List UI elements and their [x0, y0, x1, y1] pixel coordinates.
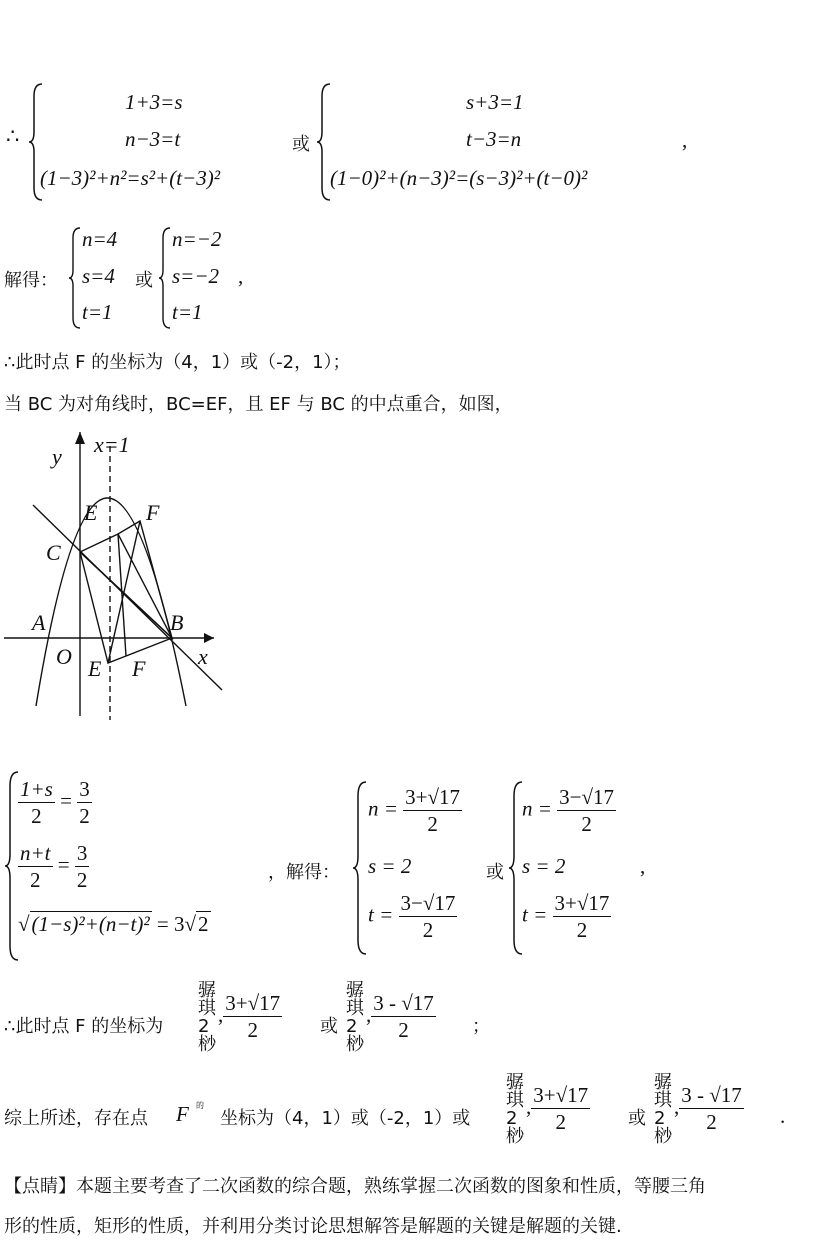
comma-3: ,: [640, 854, 646, 878]
label-x: x: [198, 644, 208, 669]
sol2-left-brace: [352, 780, 368, 956]
sol2-right-s: s = 2: [522, 854, 566, 878]
summary-mid: 坐标为（4，1）或（-2，1）或: [220, 1108, 471, 1129]
sys1-right-eq3: (1−0)²+(n−3)²=(s−3)²+(t−0)²: [330, 166, 588, 190]
sys1-left-eq2: n−3=t: [125, 127, 181, 151]
sol1-n2: n=−2: [172, 227, 222, 251]
sol2-left-s: s = 2: [368, 854, 412, 878]
summary-F: F: [176, 1102, 189, 1126]
garbled-glyphs-1: 骣 琪 2 桫: [198, 980, 216, 1055]
comment-line-1: [4, 1172, 706, 1198]
coord-3: , $\frac{3+√17}{2}$: [526, 1083, 589, 1134]
period-1: .: [780, 1104, 786, 1128]
or-4: 或: [320, 1016, 338, 1037]
solve-label-2: ，解得：: [268, 862, 340, 883]
label-B: B: [170, 610, 184, 635]
sol1-s2: s=−2: [172, 264, 220, 288]
y-axis-arrow: [75, 432, 85, 444]
sol2-left-n: n = $\frac{3+√17}{2}$: [368, 785, 461, 836]
sys2-eq2: $\frac{n+t}{2}$ = $\frac{3}{2}$: [20, 841, 88, 892]
label-A: A: [32, 610, 46, 635]
comment-tag: 【点睛】: [4, 1176, 76, 1197]
coord-2: , $\frac{3 - √17}{2}$: [366, 991, 434, 1042]
summary-prefix: 综上所述，存在点: [4, 1108, 148, 1129]
sol2-left-t: t = $\frac{3-√17}{2}$: [368, 891, 456, 942]
line-BC: 当 BC 为对角线时，BC=EF，且 EF 与 BC 的中点重合，如图，: [4, 394, 513, 415]
sol1-s: s=4: [82, 264, 115, 288]
solve-label-1: 解得：: [4, 270, 58, 291]
sys1-left-eq3: (1−3)²+n²=s²+(t−3)²: [40, 166, 221, 190]
comma-1: ,: [682, 128, 688, 152]
line-F1: ∴此时点 F 的坐标为（4，1）或（-2，1）；: [4, 352, 351, 373]
sys1-left-eq1: 1+3=s: [125, 90, 183, 114]
garbled-glyphs-2: 骣 琪 2 桫: [346, 980, 364, 1055]
label-x-eq: x=1: [94, 432, 130, 457]
label-E-top: E: [84, 500, 98, 525]
sys2-eq3: √(1−s)²+(n−t)² = 3√2: [18, 912, 209, 936]
or-1: 或: [292, 134, 310, 155]
sol1-right-brace: [158, 226, 172, 330]
or-3: 或: [486, 862, 504, 883]
label-F-bottom: F: [132, 656, 146, 681]
comment-line-2: 形的性质，矩形的性质，并利用分类讨论思想解答是解题的关键是解题的关键.: [4, 1216, 622, 1237]
coord-1: , $\frac{3+√17}{2}$: [218, 991, 281, 1042]
summary-tiny: 的: [196, 1101, 204, 1110]
or-5: 或: [628, 1108, 646, 1129]
semicolon-1: ；: [472, 1016, 490, 1037]
label-F-top: F: [146, 500, 160, 525]
sys1-right-eq1: s+3=1: [466, 90, 524, 114]
comment-text-1: 本题主要考查了二次函数的综合题，熟练掌握二次函数的图象和性质，等腰三角: [76, 1176, 706, 1197]
label-C: C: [46, 540, 61, 565]
label-O: O: [56, 644, 72, 669]
sol1-n: n=4: [82, 227, 118, 251]
label-y: y: [52, 444, 62, 469]
therefore-symbol: ∴: [6, 124, 20, 148]
garbled-glyphs-3: 骣 琪 2 桫: [506, 1072, 524, 1147]
sol2-right-n: n = $\frac{3-√17}{2}$: [522, 785, 615, 836]
label-E-bottom: E: [88, 656, 102, 681]
sol1-t: t=1: [82, 300, 113, 324]
comma-2: ,: [238, 264, 244, 288]
sys1-right-eq2: t−3=n: [466, 127, 522, 151]
sol2-right-t: t = $\frac{3+√17}{2}$: [522, 891, 610, 942]
garbled-glyphs-4: 骣 琪 2 桫: [654, 1072, 672, 1147]
x-axis-arrow: [204, 633, 214, 643]
coord-4: , $\frac{3 - √17}{2}$: [674, 1083, 742, 1134]
upper-shapes: [80, 521, 172, 638]
sol1-t2: t=1: [172, 300, 203, 324]
line-F2-prefix: ∴此时点 F 的坐标为: [4, 1016, 164, 1037]
geometry-figure: [0, 428, 240, 723]
sys2-eq1: $\frac{1+s}{2}$ = $\frac{3}{2}$: [20, 777, 90, 828]
sol1-left-brace: [68, 226, 82, 330]
or-2: 或: [135, 270, 153, 291]
